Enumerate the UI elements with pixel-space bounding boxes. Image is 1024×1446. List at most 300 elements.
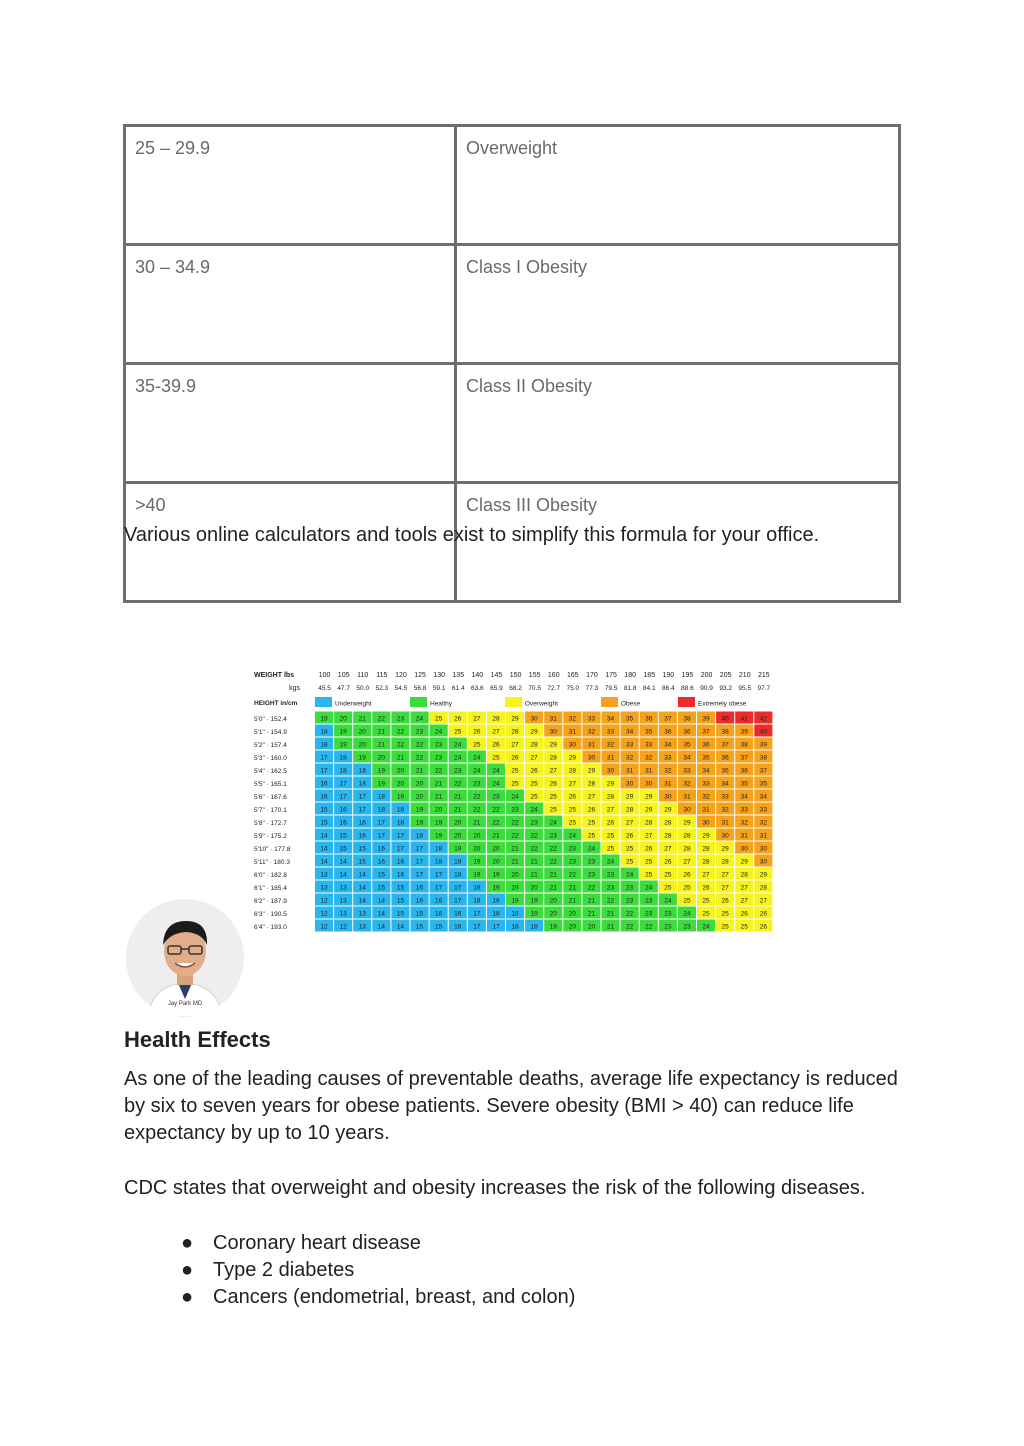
bmi-cell-value: 27 [702, 871, 710, 879]
bmi-cell-value: 21 [454, 793, 462, 801]
bmi-cell-value: 39 [702, 715, 710, 723]
bmi-cell-value: 29 [606, 780, 615, 788]
bmi-cell-value: 36 [702, 741, 710, 749]
bmi-label-cell: Class III Obesity [456, 483, 900, 602]
height-tick: 5'7" · 170.1 [254, 807, 287, 814]
bmi-cell-value: 21 [587, 897, 596, 905]
bmi-cell-value: 21 [568, 884, 576, 892]
bmi-cell-value: 16 [320, 793, 328, 801]
bmi-cell-value: 21 [530, 871, 538, 879]
weight-kg-tick: 45.5 [318, 685, 331, 692]
weight-lbs-tick: 195 [681, 672, 694, 679]
bmi-cell-value: 27 [473, 715, 481, 723]
list-item [124, 1230, 575, 1257]
bmi-cell-value: 21 [549, 871, 557, 879]
bmi-cell-value: 34 [721, 780, 729, 788]
bmi-cell-value: 29 [702, 832, 710, 840]
bmi-cell-value: 29 [626, 793, 634, 801]
bmi-cell-value: 23 [587, 858, 596, 866]
bmi-cell-value: 32 [626, 754, 634, 762]
bmi-cell-value: 25 [530, 780, 538, 788]
bmi-cell-value: 12 [339, 923, 347, 931]
bmi-cell-value: 25 [721, 923, 729, 931]
bmi-cell-value: 20 [454, 832, 462, 840]
bmi-cell-value: 25 [568, 819, 576, 827]
bmi-cell-value: 16 [415, 897, 424, 905]
height-tick: 5'10" · 177.8 [254, 846, 291, 853]
bmi-cell-value: 27 [721, 884, 729, 892]
bmi-cell-value: 31 [568, 728, 576, 736]
bmi-cell-value: 28 [587, 780, 596, 788]
author-caption: Jay Park MD [167, 1001, 203, 1007]
bmi-cell-value: 24 [511, 793, 519, 801]
bmi-cell-value: 19 [435, 819, 443, 827]
bmi-cell-value: 20 [377, 754, 385, 762]
bmi-cell-value: 23 [511, 806, 519, 814]
weight-kg-tick: 84.1 [642, 685, 656, 692]
bmi-cell-value: 14 [339, 858, 347, 866]
bmi-cell-value: 24 [435, 728, 443, 736]
bmi-range-cell: 25 – 29.9 [125, 126, 456, 245]
bmi-cell-value: 28 [511, 728, 519, 736]
bmi-cell-value: 20 [415, 780, 424, 788]
bmi-cell-value: 15 [396, 884, 405, 892]
bmi-cell-value: 17 [454, 884, 462, 892]
bmi-cell-value: 28 [645, 819, 653, 827]
bmi-cell-value: 25 [435, 715, 443, 723]
bmi-cell-value: 31 [645, 767, 653, 775]
bmi-cell-value: 14 [358, 884, 366, 892]
bmi-cell-value: 25 [549, 793, 557, 801]
bmi-cell-value: 31 [759, 832, 767, 840]
bmi-cell-value: 17 [358, 793, 366, 801]
bmi-cell-value: 29 [740, 858, 748, 866]
bmi-cell-value: 38 [683, 715, 691, 723]
bmi-cell-value: 17 [396, 845, 405, 853]
bmi-cell-value: 24 [454, 741, 462, 749]
bmi-cell-value: 32 [645, 754, 653, 762]
bmi-cell-value: 31 [587, 741, 596, 749]
bmi-cell-value: 18 [358, 780, 366, 788]
weight-kg-tick: 90.9 [700, 685, 713, 692]
height-tick: 5'9" · 175.2 [254, 833, 287, 840]
bmi-cell-value: 24 [549, 819, 557, 827]
bmi-cell-value: 35 [683, 741, 691, 749]
bmi-cell-value: 25 [530, 793, 538, 801]
bmi-cell-value: 19 [396, 793, 405, 801]
bmi-cell-value: 28 [492, 715, 500, 723]
bmi-cell-value: 34 [740, 793, 748, 801]
bmi-cell-value: 26 [702, 884, 710, 892]
bmi-cell-value: 21 [454, 806, 462, 814]
bmi-cell-value: 42 [759, 715, 767, 723]
bmi-cell-value: 22 [645, 923, 653, 931]
bmi-cell-value: 16 [358, 819, 366, 827]
bmi-cell-value: 16 [377, 845, 385, 853]
bmi-cell-value: 17 [415, 845, 424, 853]
bmi-cell-value: 16 [454, 910, 462, 918]
weight-lbs-tick: 205 [719, 672, 732, 679]
bmi-cell-value: 14 [377, 923, 385, 931]
bmi-cell-value: 32 [683, 780, 691, 788]
bmi-cell-value: 25 [645, 871, 653, 879]
bmi-cell-value: 20 [549, 897, 557, 905]
height-tick: 6'3" · 190.5 [254, 911, 287, 918]
bmi-cell-value: 39 [740, 728, 748, 736]
bmi-cell-value: 37 [740, 754, 748, 762]
bmi-cell-value: 16 [358, 832, 366, 840]
height-tick: 6'4" · 193.0 [254, 924, 287, 931]
bmi-cell-value: 35 [721, 767, 729, 775]
bmi-cell-value: 23 [473, 780, 481, 788]
bmi-cell-value: 30 [721, 832, 729, 840]
bmi-cell-value: 28 [702, 845, 710, 853]
bmi-cell-value: 16 [320, 780, 328, 788]
bmi-cell-value: 15 [320, 819, 328, 827]
bmi-cell-value: 22 [606, 897, 615, 905]
legend-label: Overweight [525, 700, 558, 708]
weight-kg-tick: 86.4 [662, 685, 675, 692]
bmi-cell-value: 25 [626, 845, 634, 853]
bmi-cell-value: 32 [759, 819, 767, 827]
bmi-cell-value: 28 [549, 754, 557, 762]
weight-kg-tick: 54.5 [394, 685, 408, 692]
bmi-cell-value: 25 [549, 806, 557, 814]
legend-label: Extremely obese [698, 700, 747, 708]
bmi-cell-value: 27 [664, 845, 672, 853]
bmi-cell-value: 38 [721, 728, 729, 736]
bmi-cell-value: 13 [339, 897, 347, 905]
height-tick: 5'3" · 160.0 [254, 755, 287, 762]
bmi-cell-value: 25 [511, 767, 519, 775]
bmi-cell-value: 15 [415, 923, 424, 931]
bmi-cell-value: 31 [740, 832, 748, 840]
weight-lbs-tick: 145 [490, 672, 503, 679]
legend-swatch [505, 697, 522, 707]
bmi-cell-value: 23 [492, 793, 500, 801]
weight-kg-tick: 72.7 [547, 685, 561, 692]
weight-lbs-tick: 155 [528, 672, 541, 679]
bmi-cell-value: 25 [454, 728, 462, 736]
bmi-cell-value: 30 [740, 845, 748, 853]
bmi-cell-value: 31 [702, 806, 710, 814]
bmi-cell-value: 21 [587, 910, 596, 918]
bmi-cell-value: 33 [721, 793, 729, 801]
height-tick: 5'0" · 152.4 [254, 716, 287, 723]
bmi-cell-value: 18 [396, 806, 405, 814]
weight-kg-tick: 50.0 [356, 685, 370, 692]
bmi-cell-value: 13 [339, 884, 347, 892]
bmi-cell-value: 25 [702, 897, 710, 905]
bmi-cell-value: 21 [606, 923, 615, 931]
bmi-cell-value: 25 [606, 845, 615, 853]
bmi-cell-value: 36 [683, 728, 691, 736]
bmi-cell-value: 14 [320, 832, 328, 840]
disease-label: Coronary heart disease [213, 1232, 421, 1254]
bmi-range-cell: >40 [125, 483, 456, 602]
bmi-cell-value: 24 [664, 897, 672, 905]
bmi-cell-value: 17 [415, 871, 424, 879]
bmi-cell-value: 31 [606, 754, 615, 762]
bmi-cell-value: 36 [645, 715, 653, 723]
bmi-cell-value: 26 [492, 741, 500, 749]
weight-kg-tick: 95.5 [738, 685, 752, 692]
bullet-icon: ● [181, 1259, 194, 1281]
bmi-cell-value: 33 [740, 806, 748, 814]
weight-header-label: WEIGHT lbs [254, 672, 295, 679]
weight-lbs-tick: 140 [471, 672, 484, 679]
bmi-cell-value: 15 [339, 832, 347, 840]
bmi-cell-value: 20 [530, 884, 538, 892]
bmi-cell-value: 25 [683, 897, 691, 905]
bmi-cell-value: 17 [473, 923, 481, 931]
bmi-cell-value: 30 [606, 767, 615, 775]
bmi-cell-value: 12 [320, 923, 328, 931]
bmi-cell-value: 23 [645, 910, 653, 918]
bmi-cell-value: 28 [702, 858, 710, 866]
bmi-cell-value: 16 [435, 910, 443, 918]
bmi-cell-value: 20 [511, 871, 519, 879]
weight-lbs-tick: 150 [509, 672, 522, 679]
bmi-cell-value: 25 [702, 910, 710, 918]
bullet-icon: ● [181, 1232, 194, 1254]
bmi-cell-value: 21 [377, 741, 385, 749]
bmi-cell-value: 25 [645, 858, 653, 866]
bmi-cell-value: 24 [606, 858, 615, 866]
bmi-cell-value: 22 [530, 845, 538, 853]
bmi-cell-value: 28 [530, 741, 538, 749]
bmi-cell-value: 21 [530, 858, 538, 866]
bmi-label-cell: Class II Obesity [456, 364, 900, 483]
bmi-cell-value: 31 [549, 715, 557, 723]
bmi-cell-value: 27 [568, 780, 576, 788]
bmi-cell-value: 38 [740, 741, 748, 749]
bmi-cell-value: 21 [396, 754, 405, 762]
bmi-cell-value: 17 [377, 819, 385, 827]
bmi-cell-value: 18 [511, 910, 519, 918]
bmi-cell-value: 26 [511, 754, 519, 762]
avatar [126, 899, 244, 1017]
height-tick: 5'5" · 165.1 [254, 781, 287, 788]
bmi-cell-value: 18 [339, 754, 347, 762]
height-tick: 5'6" · 167.6 [254, 794, 287, 801]
bmi-cell-value: 40 [721, 715, 729, 723]
bmi-cell-value: 21 [606, 910, 615, 918]
bmi-cell-value: 20 [492, 845, 500, 853]
bmi-cell-value: 31 [721, 819, 729, 827]
bmi-cell-value: 23 [415, 728, 424, 736]
bmi-cell-value: 24 [492, 767, 500, 775]
bmi-cell-value: 22 [626, 923, 634, 931]
bmi-cell-value: 20 [492, 858, 500, 866]
bmi-cell-value: 34 [664, 741, 672, 749]
bmi-cell-value: 23 [645, 897, 653, 905]
bmi-cell-value: 22 [415, 754, 424, 762]
bmi-cell-value: 27 [740, 884, 748, 892]
bmi-cell-value: 22 [454, 780, 462, 788]
bmi-cell-value: 15 [358, 845, 366, 853]
bmi-cell-value: 29 [759, 871, 767, 879]
bmi-cell-value: 14 [358, 897, 366, 905]
bmi-cell-value: 20 [358, 741, 366, 749]
bmi-cell-value: 25 [740, 923, 748, 931]
bmi-cell-value: 26 [721, 897, 729, 905]
bmi-cell-value: 21 [492, 832, 500, 840]
bmi-cell-value: 19 [320, 715, 328, 723]
bmi-cell-value: 18 [435, 858, 443, 866]
bmi-cell-value: 34 [626, 728, 634, 736]
bmi-cell-value: 18 [492, 897, 500, 905]
height-tick: 6'2" · 187.9 [254, 898, 287, 905]
bmi-cell-value: 18 [415, 832, 424, 840]
bmi-cell-value: 26 [473, 728, 481, 736]
bmi-cell-value: 38 [759, 754, 767, 762]
bmi-cell-value: 26 [759, 923, 767, 931]
bmi-cell-value: 35 [759, 780, 767, 788]
bmi-cell-value: 30 [759, 858, 767, 866]
bmi-cell-value: 36 [721, 754, 729, 762]
bmi-range-cell: 35-39.9 [125, 364, 456, 483]
bmi-cell-value: 14 [320, 858, 328, 866]
bmi-cell-value: 21 [358, 715, 366, 723]
bmi-cell-value: 30 [549, 728, 557, 736]
bmi-cell-value: 31 [664, 780, 672, 788]
bmi-cell-value: 22 [511, 819, 519, 827]
bmi-cell-value: 27 [721, 871, 729, 879]
bmi-cell-value: 18 [339, 767, 347, 775]
bmi-cell-value: 18 [530, 923, 538, 931]
bmi-cell-value: 17 [358, 806, 366, 814]
bmi-cell-value: 16 [415, 884, 424, 892]
bmi-cell-value: 21 [415, 767, 424, 775]
bmi-cell-value: 41 [740, 715, 748, 723]
legend-label: Underweight [335, 700, 372, 708]
bmi-cell-value: 18 [473, 897, 481, 905]
bmi-cell-value: 20 [549, 910, 557, 918]
bmi-cell-value: 17 [492, 923, 500, 931]
bmi-cell-value: 23 [606, 884, 615, 892]
bmi-cell-value: 32 [740, 819, 748, 827]
bmi-cell-value: 25 [587, 819, 596, 827]
bmi-cell-value: 25 [587, 832, 596, 840]
disease-list [124, 1230, 575, 1311]
bmi-cell-value: 12 [320, 910, 328, 918]
bmi-cell-value: 23 [435, 754, 443, 762]
bmi-cell-value: 27 [530, 754, 538, 762]
bmi-cell-value: 25 [664, 871, 672, 879]
legend-swatch [315, 697, 332, 707]
bmi-cell-value: 17 [473, 910, 481, 918]
bmi-cell-value: 20 [396, 780, 405, 788]
bmi-cell-value: 28 [664, 832, 672, 840]
bmi-cell-value: 24 [454, 754, 462, 762]
bmi-cell-value: 25 [492, 754, 500, 762]
weight-lbs-tick: 110 [357, 672, 369, 679]
bmi-cell-value: 27 [626, 819, 634, 827]
bmi-cell-value: 24 [702, 923, 710, 931]
bmi-cell-value: 35 [740, 780, 748, 788]
life-expectancy-paragraph: As one of the leading causes of preventable deaths, average life expectancy is reduced by six to seven years for obese patients. Severe obesity (BMI > 40) can reduce life expectancy by up to 10 years. [124, 1068, 898, 1144]
bmi-cell-value: 24 [683, 910, 691, 918]
bmi-cell-value: 23 [587, 871, 596, 879]
bmi-cell-value: 22 [549, 858, 557, 866]
bmi-cell-value: 35 [702, 754, 710, 762]
bmi-cell-value: 22 [415, 741, 424, 749]
weight-kg-tick: 77.3 [585, 685, 599, 692]
bmi-cell-value: 27 [492, 728, 500, 736]
bmi-cell-value: 32 [664, 767, 672, 775]
bmi-cell-value: 27 [511, 741, 519, 749]
height-tick: 5'8" · 172.7 [254, 820, 287, 827]
bmi-cell-value: 21 [568, 897, 576, 905]
bmi-cell-value: 19 [339, 741, 347, 749]
bmi-cell-value: 26 [683, 871, 691, 879]
bmi-cell-value: 29 [587, 767, 596, 775]
bmi-cell-value: 12 [320, 897, 328, 905]
bmi-cell-value: 17 [377, 832, 385, 840]
bmi-cell-value: 13 [339, 910, 347, 918]
weight-kg-tick: 65.9 [490, 685, 503, 692]
bmi-cell-value: 20 [435, 806, 443, 814]
bmi-cell-value: 26 [587, 806, 596, 814]
bmi-cell-value: 20 [587, 923, 596, 931]
bmi-cell-value: 18 [358, 767, 366, 775]
weight-lbs-tick: 185 [643, 672, 656, 679]
bmi-cell-value: 19 [530, 910, 538, 918]
bmi-cell-value: 27 [549, 767, 557, 775]
bmi-cell-value: 32 [587, 728, 596, 736]
bmi-cell-value: 25 [473, 741, 481, 749]
bmi-cell-value: 22 [396, 741, 405, 749]
bullet-icon: ● [181, 1286, 194, 1308]
bmi-cell-value: 29 [721, 845, 729, 853]
bmi-cell-value: 36 [664, 728, 672, 736]
bmi-cell-value: 19 [377, 780, 385, 788]
bmi-cell-value: 16 [339, 819, 347, 827]
bmi-cell-value: 21 [549, 884, 557, 892]
bmi-cell-value: 25 [511, 780, 519, 788]
bmi-cell-value: 32 [702, 793, 710, 801]
section-heading: Health Effects [124, 1027, 271, 1052]
weight-kg-tick: 63.6 [471, 685, 484, 692]
bmi-cell-value: 30 [664, 793, 672, 801]
disease-label: Type 2 diabetes [213, 1259, 355, 1281]
table-row [125, 126, 900, 245]
bmi-cell-value: 39 [759, 741, 767, 749]
bmi-cell-value: 30 [568, 741, 576, 749]
bmi-cell-value: 22 [492, 819, 500, 827]
bmi-cell-value: 32 [606, 741, 615, 749]
bmi-cell-value: 24 [415, 715, 424, 723]
bmi-cell-value: 17 [320, 754, 328, 762]
bmi-cell-value: 34 [759, 793, 767, 801]
bmi-cell-value: 17 [415, 858, 424, 866]
bmi-cell-value: 22 [492, 806, 500, 814]
bmi-cell-value: 22 [473, 793, 481, 801]
weight-kg-tick: 59.1 [432, 685, 446, 692]
bmi-cell-value: 26 [568, 793, 576, 801]
table-row [125, 364, 900, 483]
bmi-cell-value: 29 [549, 741, 557, 749]
bmi-cell-value: 33 [645, 741, 653, 749]
height-tick: 5'1" · 154.9 [254, 729, 287, 736]
weight-lbs-tick: 120 [395, 672, 407, 679]
weight-kg-tick: 52.3 [375, 685, 389, 692]
bmi-cell-value: 14 [358, 871, 366, 879]
bmi-cell-value: 23 [568, 858, 576, 866]
bmi-cell-value: 19 [492, 884, 500, 892]
bmi-label-cell: Overweight [456, 126, 900, 245]
